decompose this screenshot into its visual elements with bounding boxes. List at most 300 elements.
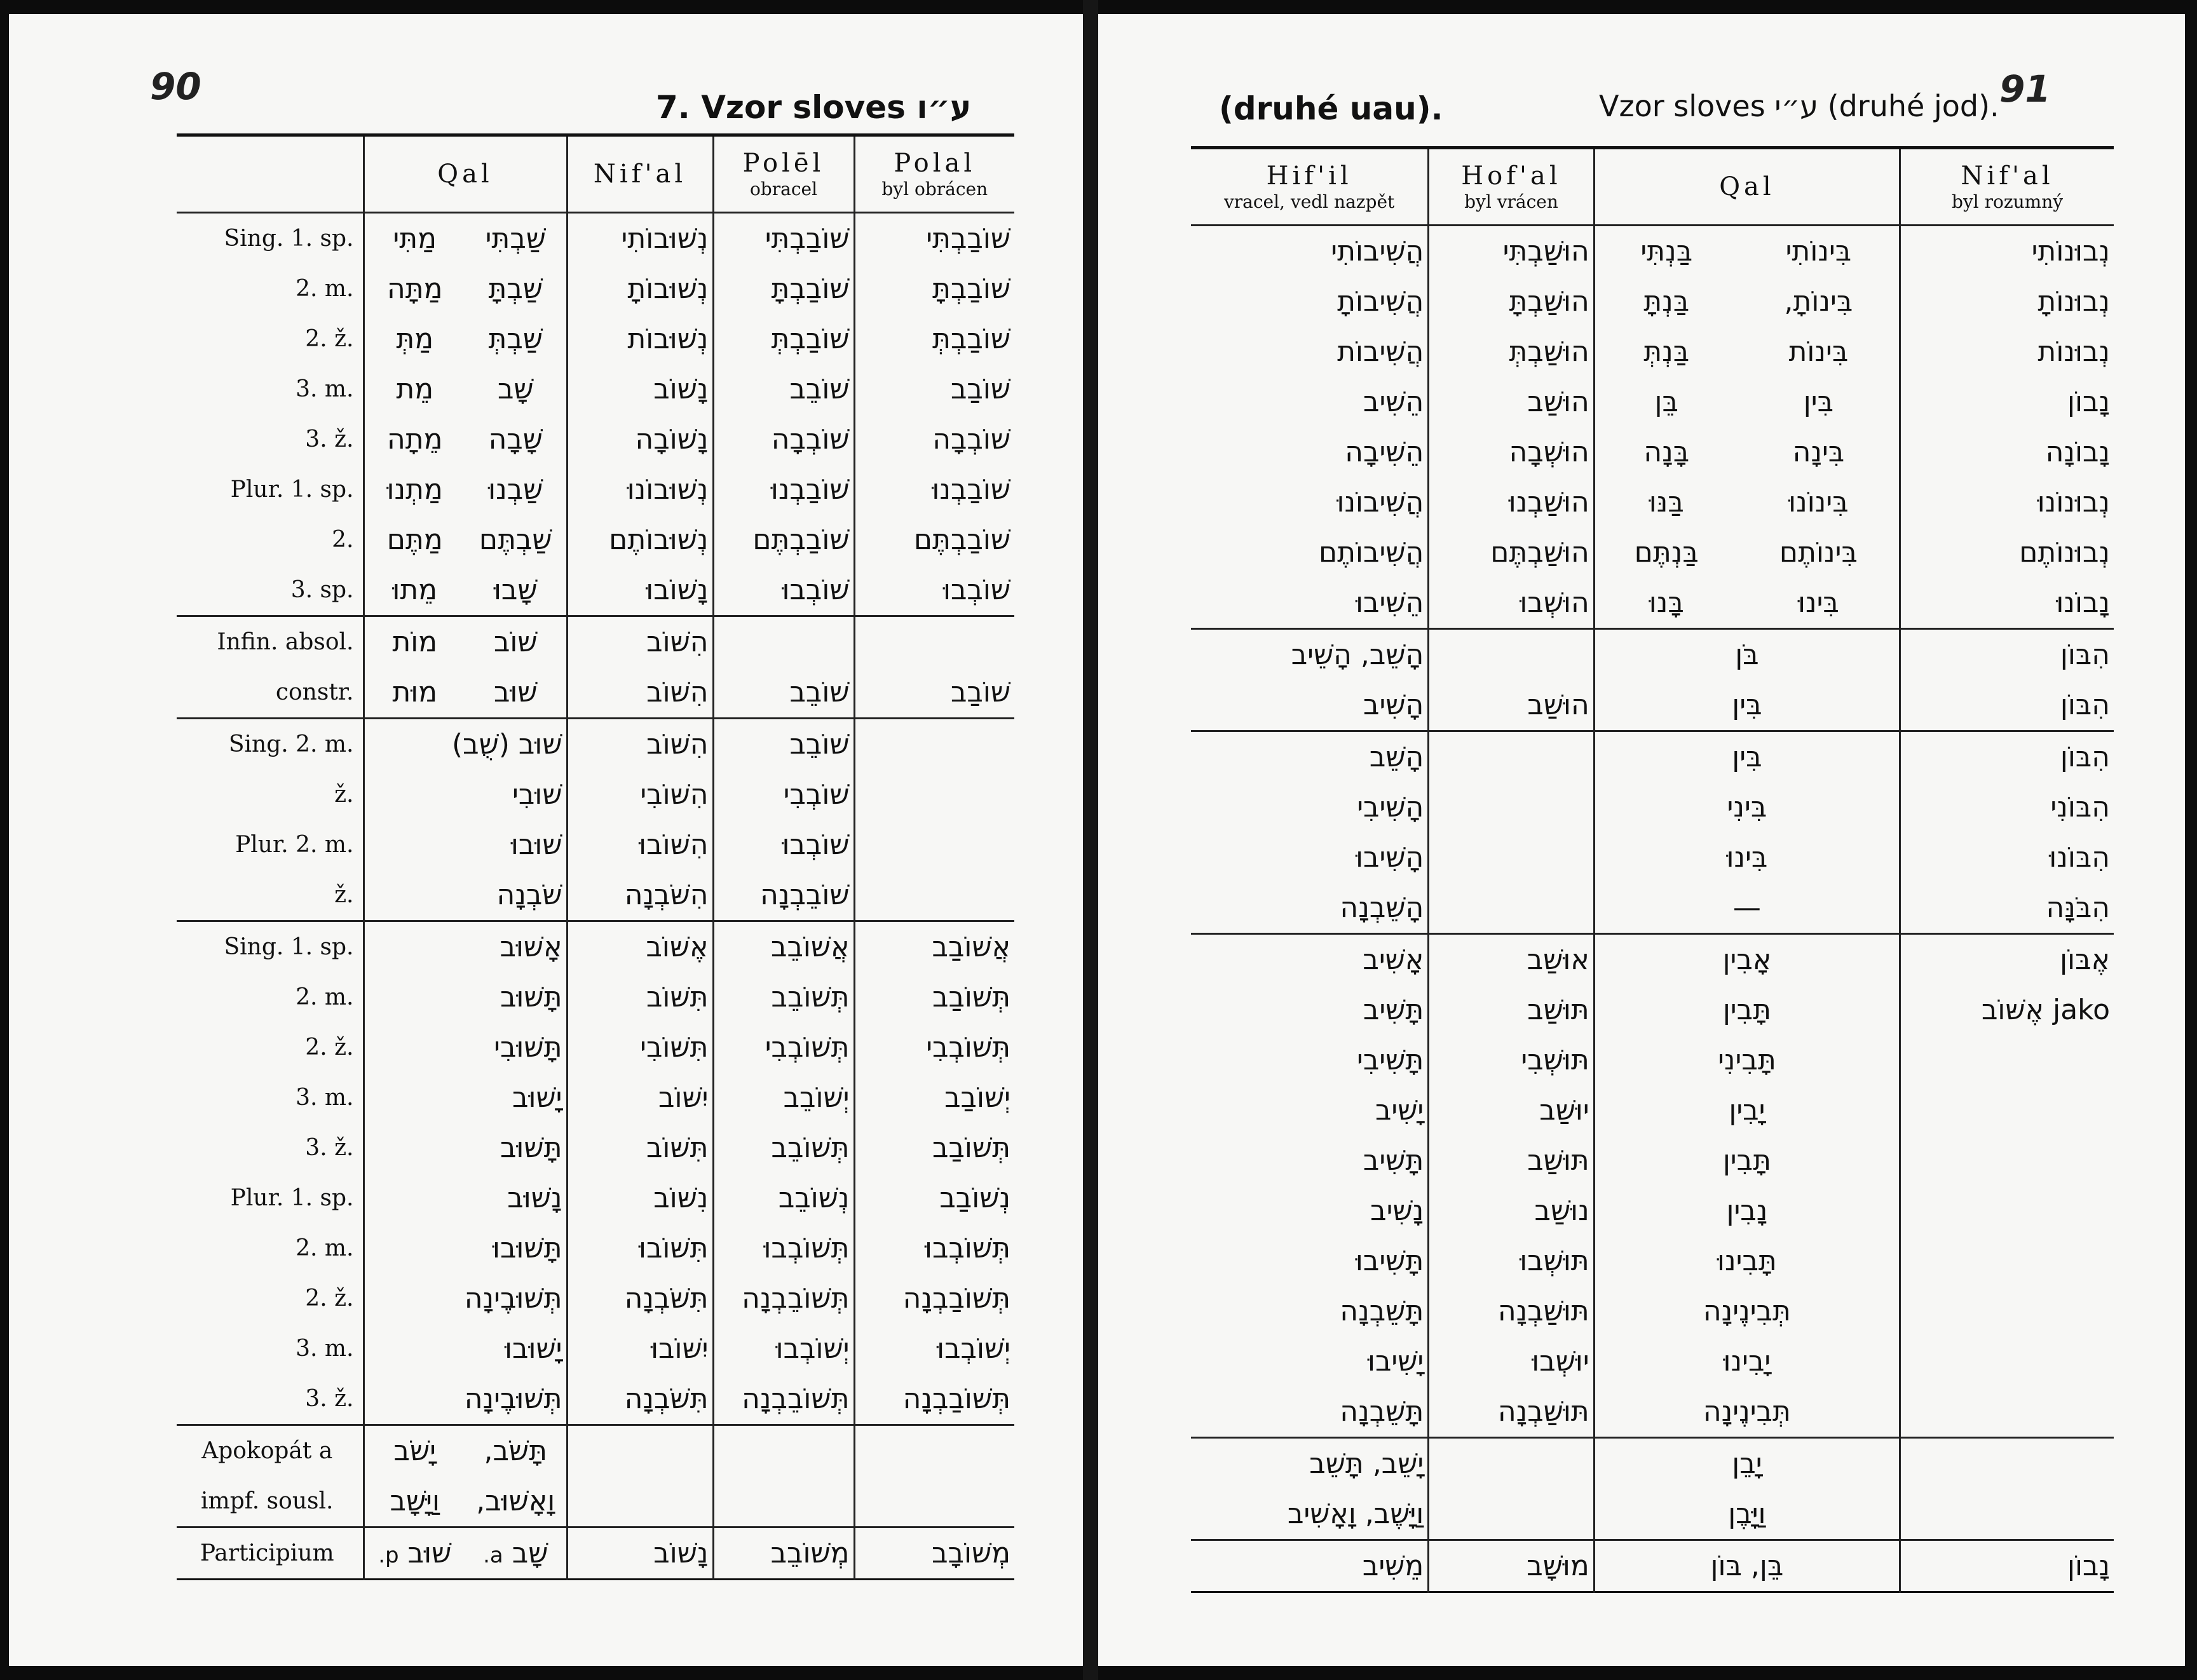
polel-form: תְּשׁוֹבֵב (713, 1123, 854, 1173)
polel-form: שׁוֹבְבוּ (713, 565, 854, 616)
polel-form: תְּשׁוֹבֵבְנָה (713, 1273, 854, 1324)
nifal-form: הִבּוֹן (1900, 629, 2114, 681)
table-row (177, 1324, 1014, 1374)
table-row (1191, 477, 2114, 527)
hofal-form: תּוּשְׁבִי (1429, 1035, 1594, 1085)
hofal-form (1429, 629, 1594, 681)
table-row (177, 515, 1014, 565)
polal-form: נְשׁוֹבַב (939, 1182, 1010, 1214)
row-label: 3. m. (198, 1324, 364, 1374)
nifal-form: הִבֹּנָּה (2046, 891, 2110, 924)
table-row (177, 972, 1014, 1022)
polel-form: תְּשׁוֹבֵב (713, 972, 854, 1022)
hifil-form: הָשִׁיבוּ (1191, 832, 1429, 883)
polel-form: תְּשׁוֹבְבוּ (713, 1223, 854, 1273)
nifal-form: נָבוֹנָה (2045, 436, 2110, 468)
hifil-form: הֲשִׁיבוֹתֶם (1191, 527, 1429, 578)
hofal-form: אוּשַׁב (1429, 934, 1594, 986)
right-page (1098, 14, 2185, 1666)
nifal-form: הִבּוֹנִי (2050, 791, 2110, 823)
polal-form (854, 870, 1014, 921)
polal-form (854, 1476, 1014, 1528)
hifil-form: הֵשִׁיב (1191, 377, 1429, 427)
row-label: 3. sp. (198, 565, 364, 616)
row-label: Plur. 1. sp. (198, 464, 364, 515)
col-header-hofal: Hof'al byl vrácen (1429, 148, 1594, 226)
polel-form: שׁוֹבַבְתָּ (713, 264, 854, 314)
hifil-form: מֵשִׁיב (1191, 1540, 1429, 1592)
left-page (9, 14, 1083, 1666)
qal-form: יָבִין (1594, 1085, 1900, 1135)
nifal-form: נָשׁוֹבוּ (567, 565, 713, 616)
qal-form: תָּשׁוּבוּ (364, 1223, 567, 1273)
hifil-form: יָשֵׁב, תָּשֵׁב (1191, 1438, 1429, 1489)
qal-form: מֵתוּ (392, 574, 438, 606)
hifil-form: הֵשִׁיבָה (1191, 427, 1429, 477)
participle-passive: שׁוּב (407, 1537, 452, 1569)
qal-form-active (465, 1528, 567, 1580)
hifil-form: תָּשִׁיבוּ (1191, 1236, 1429, 1286)
qal-form: בֵּן (1654, 386, 1678, 418)
polal-form: שׁוֹבַבְתָּ (932, 273, 1010, 305)
qal-form: יָשֹׁב (364, 1425, 465, 1477)
qal-form: מוֹת (364, 616, 465, 668)
qal-form: בַּנְתָּ (1643, 285, 1690, 318)
qal-form: שַׁבְתִּי (465, 213, 567, 264)
table-row (1191, 1438, 2114, 1489)
polal-form (854, 820, 1014, 870)
hifil-form: יָשִׁיב (1191, 1085, 1429, 1135)
nifal-form (1900, 1236, 2114, 1286)
table-row (1191, 1186, 2114, 1236)
polal-form: יְשׁוֹבְבוּ (937, 1332, 1010, 1365)
table-row (1191, 1286, 2114, 1336)
nifal-form (1900, 1186, 2114, 1236)
hofal-form: הוּשַׁבְנוּ (1429, 477, 1594, 527)
hifil-form: הֲשִׁיבוֹנוּ (1191, 477, 1429, 527)
nifal-form: נְשׁוּבוֹנוּ (567, 464, 713, 515)
qal-form: בַּנְתִּי (1594, 226, 1738, 277)
polal-form: שׁוֹבְבָה (932, 423, 1010, 456)
table-row (177, 616, 1014, 668)
polel-form (713, 1476, 854, 1528)
nifal-form: נְשׁוּבוֹתִי (567, 213, 713, 264)
polel-form: שׁוֹבַבְתְּ (713, 314, 854, 364)
row-label: Sing. 1. sp. (198, 921, 364, 973)
hifil-form: הָשֵׁב (1191, 731, 1429, 783)
polel-form: שׁוֹבַבְנוּ (713, 464, 854, 515)
nifal-form: jako אֶשּׁוֹב (1981, 994, 2110, 1026)
participle-active: שָׁב (512, 1537, 548, 1569)
nifal-form: נְשׁוּבוֹתָ (567, 264, 713, 314)
table-row (1191, 680, 2114, 731)
table-row (177, 1273, 1014, 1324)
page-number: 91 (1999, 67, 2051, 111)
table-row (1191, 1386, 2114, 1438)
hofal-form (1429, 1489, 1594, 1540)
polel-form: נְשׁוֹבֵב (713, 1173, 854, 1223)
polal-form (854, 719, 1014, 770)
page-number: 90 (150, 65, 201, 108)
table-row (1191, 226, 2114, 277)
qal-form: אָשׁוּב (364, 921, 567, 973)
qal-form: תָּשֹׁב, (465, 1425, 567, 1477)
polal-form: שׁוֹבַבְתְּ (932, 323, 1010, 355)
qal-form: אָבִין (1594, 934, 1900, 986)
qal-form: שׁוֹב (465, 616, 567, 668)
nifal-form: אֶשּׁוֹב (567, 921, 713, 973)
qal-form: שׁוּב (שֻׁב) (364, 719, 567, 770)
qal-form: יָשׁוּב (364, 1073, 567, 1123)
qal-form: מַתֶּם (386, 524, 443, 556)
nifal-form: תִּשֹּׁבְנָה (567, 1273, 713, 1324)
nifal-form: הִבּוֹנוּ (2049, 841, 2110, 874)
polel-form: יְשׁוֹבְבוּ (713, 1324, 854, 1374)
row-label: 3. ž. (198, 1374, 364, 1425)
nifal-form (1900, 1035, 2114, 1085)
qal-form: וַיָּשָׁב (390, 1485, 440, 1517)
nifal-form (1900, 1286, 2114, 1336)
qal-form: בִּינִי (1594, 782, 1900, 832)
polal-form: תְּשׁוֹבַב (932, 981, 1010, 1013)
qal-form: בִּינוֹת (1738, 327, 1900, 377)
table-row (1191, 1540, 2114, 1592)
qal-form: תָּשׁוּב (364, 972, 567, 1022)
nifal-form: נְשׁוּבוֹת (567, 314, 713, 364)
polel-form: שׁוֹבֵב (713, 719, 854, 770)
table-row (1191, 883, 2114, 934)
page-title-right: Vzor sloves ע״י (druhé jod). (1599, 89, 1999, 123)
hofal-form (1429, 1438, 1594, 1489)
table-row (1191, 527, 2114, 578)
row-label: Plur. 2. m. (198, 820, 364, 870)
hofal-form: נוּשַׁב (1429, 1186, 1594, 1236)
hofal-form: הוּשַׁבְתְּ (1429, 327, 1594, 377)
hofal-form: הוּשַׁב (1429, 680, 1594, 731)
nifal-form: נְבוּנוֹנוּ (2037, 486, 2110, 518)
table-row (177, 921, 1014, 973)
qal-form: מַתְּ (396, 323, 434, 355)
polal-form: תְּשׁוֹבְבוּ (925, 1232, 1010, 1264)
qal-form: וַיָּבֶן (1594, 1489, 1900, 1540)
polal-form: תְּשׁוֹבַבְנָה (902, 1282, 1010, 1315)
qal-form: יָבֵן (1594, 1438, 1900, 1489)
nifal-form: אֶבּוֹן (1900, 934, 2114, 986)
nifal-form (1900, 1135, 2114, 1186)
hifil-form: תָּשִׁיב (1191, 1135, 1429, 1186)
nifal-form: נָשׁוֹב (567, 1528, 713, 1580)
nifal-form: נְבוּנוֹתִי (1900, 226, 2114, 277)
polel-form: יְשׁוֹבֵב (713, 1073, 854, 1123)
qal-form: תָּבִינוּ (1594, 1236, 1900, 1286)
table-row (1191, 276, 2114, 327)
polal-form: תְּשׁוֹבַבְנָה (902, 1383, 1010, 1415)
table-row (177, 1073, 1014, 1123)
qal-form: בֹּן (1594, 629, 1900, 681)
qal-form: שָׁב (465, 364, 567, 414)
nifal-form: תִּשּׁוֹב (567, 1123, 713, 1173)
polal-form: שׁוֹבַב (950, 373, 1010, 405)
qal-form-passive (364, 1528, 465, 1580)
table-row (1191, 327, 2114, 377)
qal-form: תָּשׁוּבִי (364, 1022, 567, 1073)
nifal-form: הִשֹּׁבְנָה (567, 870, 713, 921)
qal-form: שַׁבְתֶּם (465, 515, 567, 565)
hifil-form: וַיָּשֶׁב, וָאָשִׁיב (1191, 1489, 1429, 1540)
qal-form: שַׁבְתְּ (465, 314, 567, 364)
nifal-form: נְבוּנוֹת (2037, 335, 2110, 368)
book-gutter (1083, 0, 1098, 1680)
hifil-form: אָשִׁיב (1191, 934, 1429, 986)
qal-form: בִּינוֹתֶם (1738, 527, 1900, 578)
polal-form: יְשׁוֹבַב (944, 1081, 1010, 1114)
table-row (1191, 1236, 2114, 1286)
nifal-form: נָשׁוֹבָה (567, 414, 713, 464)
hifil-form: נָשִׁיב (1191, 1186, 1429, 1236)
nifal-form: הִשּׁוֹב (567, 616, 713, 668)
col-header-hifil: Hif'il vracel, vedl nazpět (1191, 148, 1429, 226)
polal-form (854, 616, 1014, 668)
qal-form: נָבִין (1594, 1186, 1900, 1236)
table-row (177, 414, 1014, 464)
hofal-form: יוּשַׁב (1429, 1085, 1594, 1135)
qal-form: בַּנְתְּ (1643, 335, 1690, 368)
qal-form: שָׁבָה (465, 414, 567, 464)
group-label (177, 921, 198, 1425)
conjugation-table-left (177, 133, 1014, 1580)
polal-form: תְּשׁוֹבַב (932, 1132, 1010, 1164)
hofal-form: תּוּשְׁבוּ (1429, 1236, 1594, 1286)
table-row (1191, 427, 2114, 477)
nifal-form: נָבוֹן (1900, 1540, 2114, 1592)
table-row (177, 264, 1014, 314)
nifal-form (567, 1425, 713, 1477)
row-label: 3. m. (198, 364, 364, 414)
qal-form: בִּינוֹתָ, (1738, 276, 1900, 327)
polel-form: תְּשׁוֹבְבִי (713, 1022, 854, 1073)
row-label: 2. m. (198, 1223, 364, 1273)
hofal-form (1429, 731, 1594, 783)
nifal-form: נָבוֹנוּ (2056, 586, 2110, 619)
hofal-form (1429, 782, 1594, 832)
nifal-form (1900, 1336, 2114, 1386)
hofal-form: תּוּשַׁבְנָה (1429, 1286, 1594, 1336)
nifal-form: הִבּוֹן (2060, 689, 2110, 721)
table-row (177, 314, 1014, 364)
hifil-form: הָשִׁיבִי (1191, 782, 1429, 832)
qal-form: — (1594, 883, 1900, 934)
table-row (1191, 1489, 2114, 1540)
nifal-form: הִשּׁוֹבִי (567, 769, 713, 820)
hifil-form: תָּשֵׁבְנָה (1191, 1386, 1429, 1438)
hifil-form: הָשֵׁב, הָשֵׁיב (1191, 629, 1429, 681)
hofal-form: הוּשְׁבָה (1429, 427, 1594, 477)
polel-form: שׁוֹבֵבְנָה (713, 870, 854, 921)
table-row (1191, 985, 2114, 1035)
table-row (177, 364, 1014, 414)
hofal-form: הוּשַׁבְתֶּם (1429, 527, 1594, 578)
hifil-form: הָשֵׁבְנָה (1191, 883, 1429, 934)
qal-form: שׁוּבוּ (364, 820, 567, 870)
nifal-form (567, 1476, 713, 1528)
col-header-qal: Qal (364, 135, 567, 213)
col-header-polel: Polēl obracel (713, 135, 854, 213)
polel-form: שׁוֹבְבָה (713, 414, 854, 464)
qal-form: בָּנָה (1643, 436, 1690, 468)
table-row (177, 1425, 1014, 1477)
nifal-form: נָבוֹן (2067, 386, 2110, 418)
qal-form: בִּין (1738, 377, 1900, 427)
qal-form: בִּין (1594, 731, 1900, 783)
row-label: ž. (198, 769, 364, 820)
hofal-form (1429, 883, 1594, 934)
row-spacer (177, 667, 198, 719)
polel-form (713, 1425, 854, 1477)
hofal-form: תּוּשַׁב (1429, 985, 1594, 1035)
hifil-form: הֲשִׁיבוֹתִי (1191, 226, 1429, 277)
row-label: constr. (198, 667, 364, 719)
qal-form: מֵתָה (386, 423, 443, 456)
hifil-form: הָשִׁיב (1191, 680, 1429, 731)
row-label: 3. ž. (198, 1123, 364, 1173)
table-row (177, 820, 1014, 870)
table-row (177, 213, 1014, 264)
polel-form: שׁוֹבַבְתֶּם (713, 515, 854, 565)
group-label (177, 719, 198, 921)
hofal-form: הוּשַׁבְתָּ (1429, 276, 1594, 327)
nifal-form: נְבוּנוֹתֶם (2019, 536, 2110, 569)
page-title: 7. Vzor sloves ע״ו (656, 89, 972, 126)
polel-form: שׁוֹבְבוּ (713, 820, 854, 870)
qal-form: שַׁבְנוּ (465, 464, 567, 515)
qal-form: בִּינוּ (1738, 578, 1900, 629)
table-row (1191, 832, 2114, 883)
row-label: Plur. 1. sp. (198, 1173, 364, 1223)
nifal-form: תִּשּׁוֹב (567, 972, 713, 1022)
table-row (177, 769, 1014, 820)
polel-form: שׁוֹבֵב (713, 667, 854, 719)
polal-form: שׁוֹבְבוּ (942, 574, 1010, 606)
table-row (177, 1476, 1014, 1528)
table-row (177, 870, 1014, 921)
page-title-left: (druhé uau). (1219, 90, 1443, 127)
qal-form: שָׁבוּ (465, 565, 567, 616)
qal-form: מַתִּי (364, 213, 465, 264)
polal-form (854, 769, 1014, 820)
qal-form: בַּנְתֶּם (1634, 536, 1699, 569)
polal-form: אֲשׁוֹבַב (854, 921, 1014, 973)
qal-form: שֹׁבְנָה (364, 870, 567, 921)
hofal-form: הוּשַׁב (1429, 377, 1594, 427)
qal-form: מַתָּה (386, 273, 443, 305)
table-row (177, 1123, 1014, 1173)
row-label: ž. (198, 870, 364, 921)
hofal-form: הוּשְׁבוּ (1429, 578, 1594, 629)
polal-form: תְּשׁוֹבְבִי (926, 1031, 1010, 1064)
col-header-nifal: Nif'al (567, 135, 713, 213)
polel-form (713, 616, 854, 668)
hifil-form: יָשִׁיבוּ (1191, 1336, 1429, 1386)
polal-form: שׁוֹבַבְנוּ (932, 473, 1010, 506)
nifal-form: נְשׁוּבוֹתֶם (567, 515, 713, 565)
qal-form: תְּבִינֶינָה (1594, 1386, 1900, 1438)
hofal-form: תּוּשַׁב (1429, 1135, 1594, 1186)
nifal-form: נָשׁוֹב (567, 364, 713, 414)
polel-form: שׁוֹבְבִי (713, 769, 854, 820)
row-label: Infin. absol. (198, 616, 364, 668)
qal-form: תָּשׁוּב (364, 1123, 567, 1173)
row-spacer (177, 616, 198, 668)
qal-form: שׁוּב (465, 667, 567, 719)
polel-form: אֲשׁוֹבֵב (713, 921, 854, 973)
qal-form: שַׁבְתָּ (465, 264, 567, 314)
hofal-form: תּוּשַׁבְנָה (1429, 1386, 1594, 1438)
qal-form: תְּבִינֶינָה (1594, 1286, 1900, 1336)
hifil-form: תָּשֵׁבְנָה (1191, 1286, 1429, 1336)
qal-form: תָּבִין (1594, 1135, 1900, 1186)
row-label: 2. ž. (198, 314, 364, 364)
qal-form: יָבִינוּ (1594, 1336, 1900, 1386)
participle-active-label: a. (483, 1543, 503, 1568)
row-label: Sing. 1. sp. (198, 213, 364, 264)
polal-form: שׁוֹבַב (950, 676, 1010, 708)
table-row (1191, 377, 2114, 427)
nifal-form (1900, 1438, 2114, 1489)
qal-form: בִּינוֹתִי (1738, 226, 1900, 277)
polal-form: שׁוֹבַבְתִּי (854, 213, 1014, 264)
row-label: 3. m. (198, 1073, 364, 1123)
qal-form: וָאָשׁוּב, (465, 1476, 567, 1528)
table-row (177, 1374, 1014, 1425)
group-label (177, 213, 198, 616)
row-label: Participium (177, 1528, 364, 1580)
table-row (177, 1528, 1014, 1580)
qal-form: בִּינוֹנוּ (1738, 477, 1900, 527)
nifal-form: הִשּׁוֹב (567, 667, 713, 719)
qal-form: מוּת (392, 676, 438, 708)
qal-form: בַּנּוּ (1649, 486, 1684, 518)
row-label: impf. sousl. (177, 1476, 364, 1528)
table-row (1191, 1336, 2114, 1386)
nifal-form: הִבּוֹן (1900, 731, 2114, 783)
qal-form: מַתְנוּ (386, 473, 443, 506)
col-header-nifal: Nif'al byl rozumný (1952, 161, 2064, 213)
nifal-form (1900, 1386, 2114, 1438)
conjugation-table-right (1191, 146, 2114, 1593)
table-row (177, 464, 1014, 515)
qal-form: נָשׁוּב (364, 1173, 567, 1223)
qal-form: שׁוּבִי (364, 769, 567, 820)
table-row (177, 565, 1014, 616)
hofal-form: יוּשְׁבוּ (1429, 1336, 1594, 1386)
polel-form: שׁוֹבַבְתִּי (713, 213, 854, 264)
nifal-form: יִשּׁוֹב (567, 1073, 713, 1123)
table-row (177, 1173, 1014, 1223)
nifal-form: נְבוּנוֹתָ (2037, 285, 2110, 318)
qal-form: בִּינוּ (1594, 832, 1900, 883)
nifal-form (1900, 1085, 2114, 1135)
table-row (177, 1223, 1014, 1273)
col-header-qal: Qal (1594, 148, 1900, 226)
row-label: 2. ž. (198, 1273, 364, 1324)
row-label: 3. ž. (198, 414, 364, 464)
row-label: Sing. 2. m. (198, 719, 364, 770)
row-label: 2. m. (198, 972, 364, 1022)
hofal-form (1429, 832, 1594, 883)
nifal-form: תִּשֹּׁבְנָה (567, 1374, 713, 1425)
polal-form (854, 1425, 1014, 1477)
nifal-form: הִשּׁוֹב (567, 719, 713, 770)
